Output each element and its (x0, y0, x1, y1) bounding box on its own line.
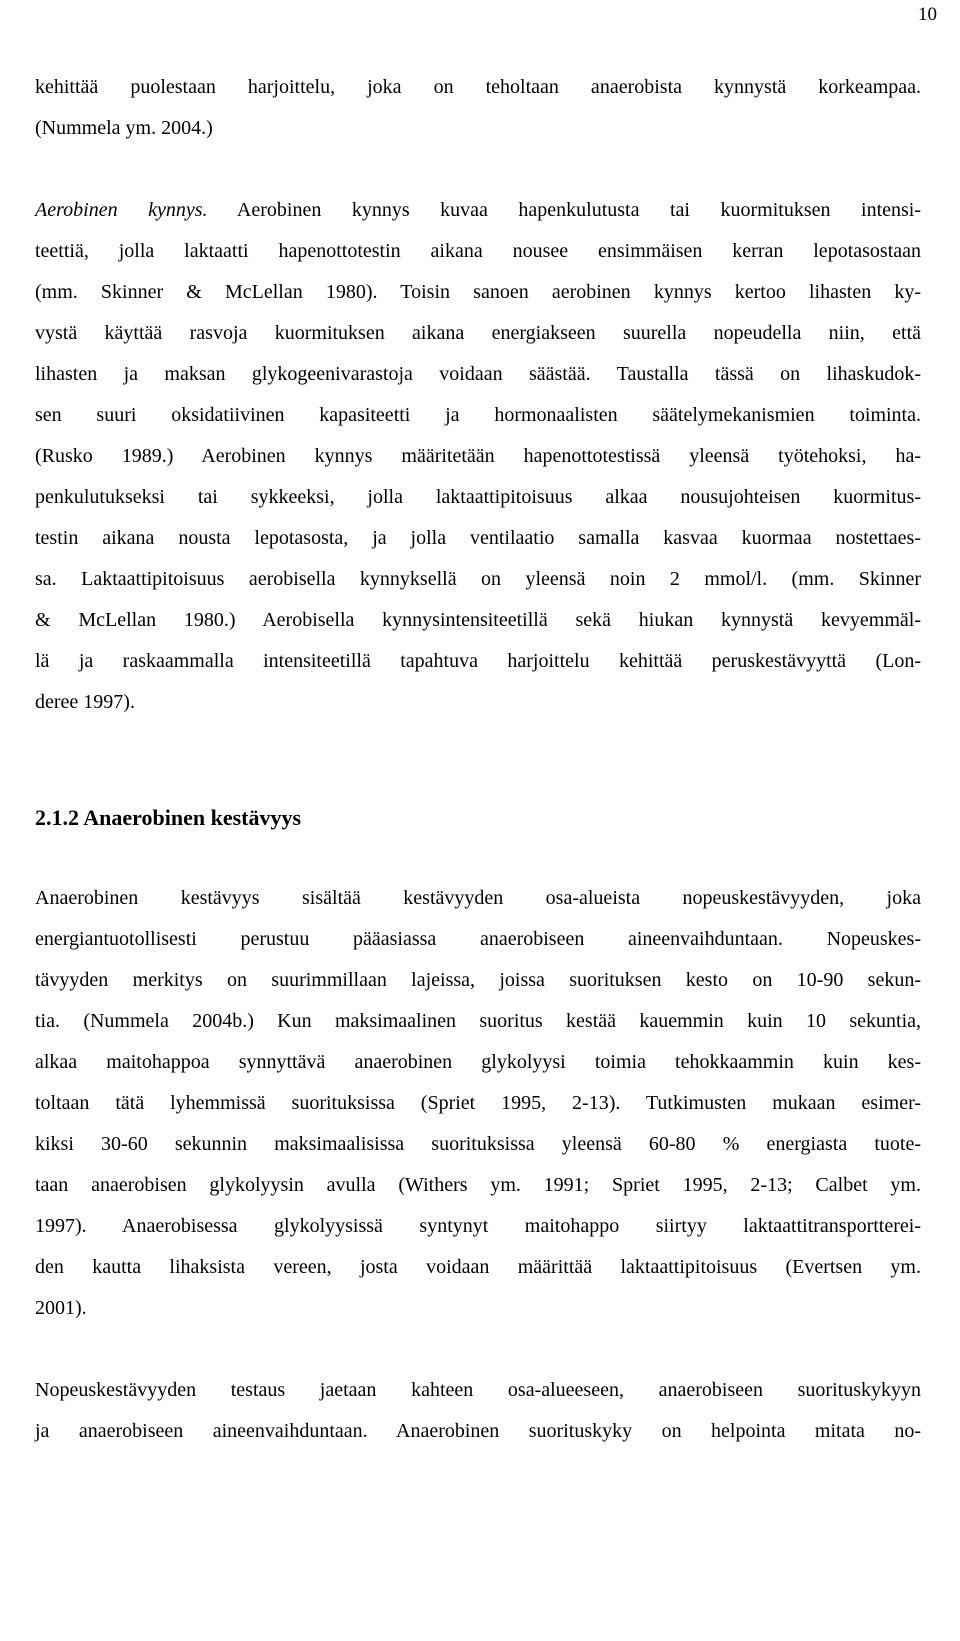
text-line: sa. Laktaattipitoisuus aerobisella kynnyksellä on yleensä noin 2 mmol/l. (mm. Skinner (35, 568, 921, 590)
term-label: Aerobinen kynnys. (35, 199, 208, 221)
paragraph-aerobic-threshold (35, 190, 921, 723)
text-line: (Nummela ym. 2004.) (35, 117, 213, 139)
text-line: (Rusko 1989.) Aerobinen kynnys määritetään hapenottotestissä yleensä työtehoksi, ha- (35, 445, 921, 467)
text-line: vystä käyttää rasvoja kuormituksen aikana energiakseen suurella nopeudella niin, että (35, 322, 921, 344)
text-line: & McLellan 1980.) Aerobisella kynnysintensiteetillä sekä hiukan kynnystä kevyemmäl- (35, 609, 921, 631)
text-line: lä ja raskaammalla intensiteetillä tapahtuva harjoittelu kehittää peruskestävyyttä (Lon- (35, 650, 921, 672)
section-heading: 2.1.2 Anaerobinen kestävyys (35, 805, 302, 830)
text-line: 2001). (35, 1297, 87, 1319)
text-line: kehittää puolestaan harjoittelu, joka on teholtaan anaerobista kynnystä korkeampaa. (35, 76, 921, 98)
text-line: testin aikana nousta lepotasosta, ja jolla ventilaatio samalla kasvaa kuormaa nostettaes- (35, 527, 921, 549)
text-line: penkulutukseksi tai sykkeeksi, jolla laktaattipitoisuus alkaa nousujohteisen kuormitus- (35, 486, 921, 508)
text-line: ja anaerobiseen aineenvaihduntaan. Anaerobinen suorituskyky on helpointa mitata no- (35, 1420, 921, 1442)
page-number: 10 (918, 4, 937, 25)
text-line: 1997). Anaerobisessa glykolyysissä syntynyt maitohappo siirtyy laktaattitransportterei- (35, 1215, 921, 1237)
text-line: tävyyden merkitys on suurimmillaan lajeissa, joissa suorituksen kesto on 10-90 sekun- (35, 969, 921, 991)
text-line: Anaerobinen kestävyys sisältää kestävyyden osa-alueista nopeuskestävyyden, joka (35, 887, 921, 909)
text-line: sen suuri oksidatiivinen kapasiteetti ja hormonaalisten säätelymekanismien toiminta. (35, 404, 921, 426)
paragraph-anaerobic-endurance (35, 878, 921, 1329)
text-line: taan anaerobisen glykolyysin avulla (Withers ym. 1991; Spriet 1995, 2-13; Calbet ym. (35, 1174, 921, 1196)
text-line: teettiä, jolla laktaatti hapenottotestin aikana nousee ensimmäisen kerran lepotasostaan (35, 240, 921, 262)
document-body (35, 67, 921, 1452)
paragraph-speed-endurance-testing (35, 1370, 921, 1452)
text-line (35, 190, 921, 231)
text-line: (mm. Skinner & McLellan 1980). Toisin sanoen aerobinen kynnys kertoo lihasten ky- (35, 281, 921, 303)
text-line: lihasten ja maksan glykogeenivarastoja voidaan säästää. Taustalla tässä on lihaskudok- (35, 363, 921, 385)
text-line: tia. (Nummela 2004b.) Kun maksimaalinen suoritus kestää kauemmin kuin 10 sekuntia, (35, 1010, 921, 1032)
text-span: Aerobinen kynnys kuvaa hapenkulutusta tai kuormituksen intensi- (207, 199, 921, 221)
text-line: deree 1997). (35, 691, 135, 713)
paragraph-1 (35, 67, 921, 149)
text-line: kiksi 30-60 sekunnin maksimaalisissa suorituksissa yleensä 60-80 % energiasta tuote- (35, 1133, 921, 1155)
text-line: Nopeuskestävyyden testaus jaetaan kahteen osa-alueeseen, anaerobiseen suorituskykyyn (35, 1379, 921, 1401)
text-line: toltaan tätä lyhemmissä suorituksissa (Spriet 1995, 2-13). Tutkimusten mukaan esimer- (35, 1092, 921, 1114)
text-line: alkaa maitohappoa synnyttävä anaerobinen glykolyysi toimia tehokkaammin kuin kes- (35, 1051, 921, 1073)
text-line: energiantuotollisesti perustuu pääasiassa anaerobiseen aineenvaihduntaan. Nopeuskes- (35, 928, 921, 950)
text-line: den kautta lihaksista vereen, josta voidaan määrittää laktaattipitoisuus (Evertsen ym. (35, 1256, 921, 1278)
